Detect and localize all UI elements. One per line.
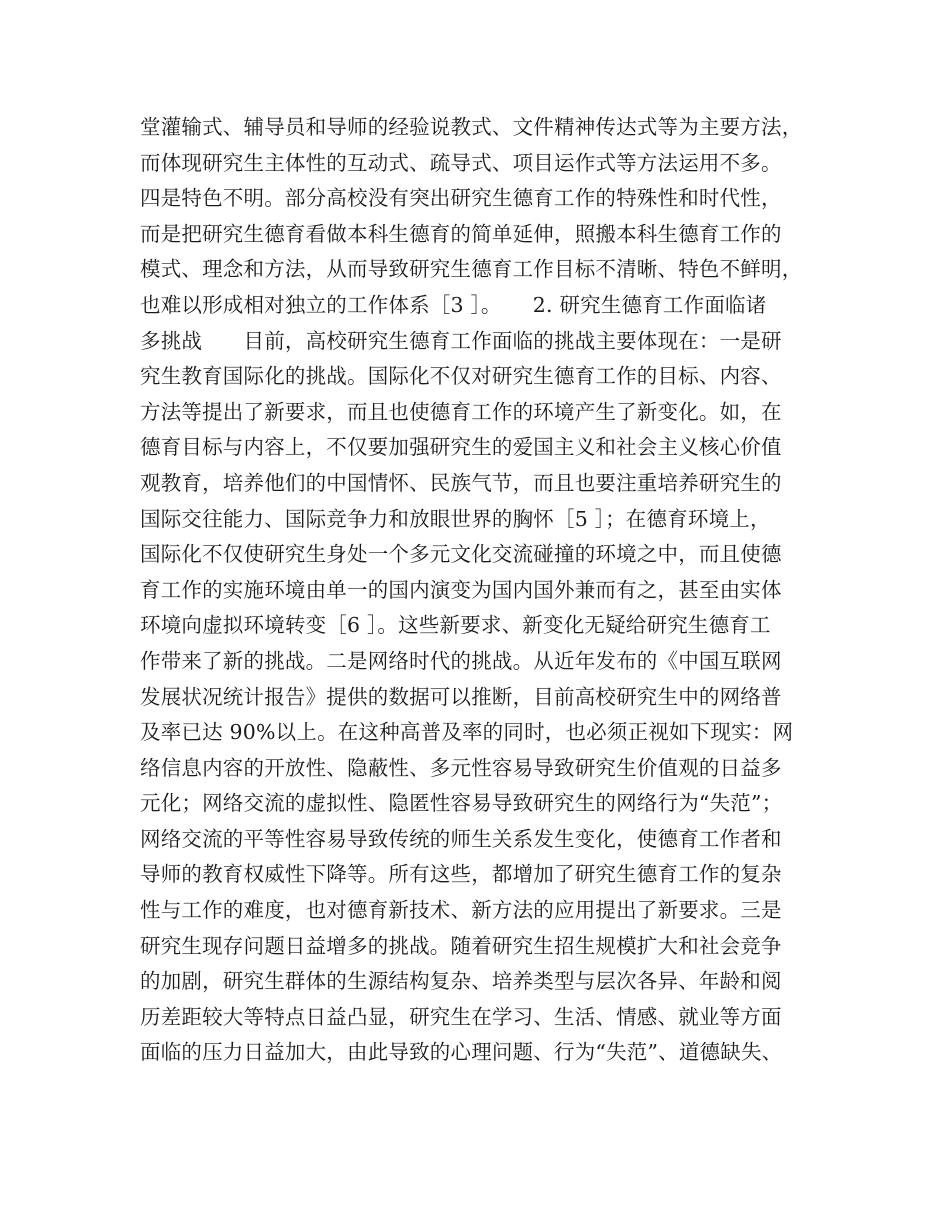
text-line: 观教育，培养他们的中国情怀、民族气节，而且也要注重培养研究生的 bbox=[140, 470, 782, 495]
text-line: 环境向虚拟环境转变［6 ］。这些新要求、新变化无疑给研究生德育工 bbox=[140, 613, 771, 638]
text-line: 德育目标与内容上，不仅要加强研究生的爱国主义和社会主义核心价值 bbox=[140, 435, 782, 460]
text-line: 络信息内容的开放性、隐蔽性、多元性容易导致研究生价值观的日益多 bbox=[140, 755, 782, 780]
text-line: 发展状况统计报告》提供的数据可以推断，目前高校研究生中的网络普 bbox=[140, 684, 782, 709]
text-line: 究生教育国际化的挑战。国际化不仅对研究生德育工作的目标、内容、 bbox=[140, 364, 782, 389]
text-line: 国际化不仅使研究生身处一个多元文化交流碰撞的环境之中，而且使德 bbox=[140, 542, 782, 567]
body-text bbox=[140, 110, 830, 1071]
text-line: 模式、理念和方法，从而导致研究生德育工作目标不清晰、特色不鲜明， bbox=[140, 257, 803, 282]
text-line: 研究生现存问题日益增多的挑战。随着研究生招生规模扩大和社会竞争 bbox=[140, 933, 782, 958]
text-line: 四是特色不明。部分高校没有突出研究生德育工作的特殊性和时代性， bbox=[140, 186, 782, 211]
text-line: 导师的教育权威性下降等。所有这些，都增加了研究生德育工作的复杂 bbox=[140, 862, 782, 887]
text-line: 历差距较大等特点日益凸显，研究生在学习、生活、情感、就业等方面 bbox=[140, 1004, 782, 1029]
text-line: 网络交流的平等性容易导致传统的师生关系发生变化，使德育工作者和 bbox=[140, 826, 782, 851]
text-line: 的加剧，研究生群体的生源结构复杂、培养类型与层次各异、年龄和阅 bbox=[140, 969, 782, 994]
text-line: 多挑战 目前，高校研究生德育工作面临的挑战主要体现在：一是研 bbox=[140, 328, 782, 353]
text-line: 国际交往能力、国际竞争力和放眼世界的胸怀［5 ］；在德育环境上， bbox=[140, 506, 771, 531]
text-line: 而是把研究生德育看做本科生德育的简单延伸，照搬本科生德育工作的 bbox=[140, 221, 782, 246]
text-line: 也难以形成相对独立的工作体系［3 ］。 2. 研究生德育工作面临诸 bbox=[140, 292, 767, 317]
text-line: 育工作的实施环境由单一的国内演变为国内国外兼而有之，甚至由实体 bbox=[140, 577, 782, 602]
text-line: 堂灌输式、辅导员和导师的经验说教式、文件精神传达式等为主要方法， bbox=[140, 115, 803, 139]
text-line: 而体现研究生主体性的互动式、疏导式、项目运作式等方法运用不多。 bbox=[140, 150, 782, 175]
text-line: 面临的压力日益加大，由此导致的心理问题、行为“失范”、道德缺失、 bbox=[140, 1040, 783, 1065]
text-line: 作带来了新的挑战。二是网络时代的挑战。从近年发布的《中国互联网 bbox=[140, 648, 782, 673]
text-line: 方法等提出了新要求，而且也使德育工作的环境产生了新变化。如，在 bbox=[140, 399, 782, 424]
text-line: 及率已达 90%以上。在这种高普及率的同时，也必须正视如下现实：网 bbox=[140, 720, 794, 745]
text-line: 性与工作的难度，也对德育新技术、新方法的应用提出了新要求。三是 bbox=[140, 898, 782, 923]
text-line: 元化；网络交流的虚拟性、隐匿性容易导致研究生的网络行为“失范”； bbox=[140, 791, 783, 816]
